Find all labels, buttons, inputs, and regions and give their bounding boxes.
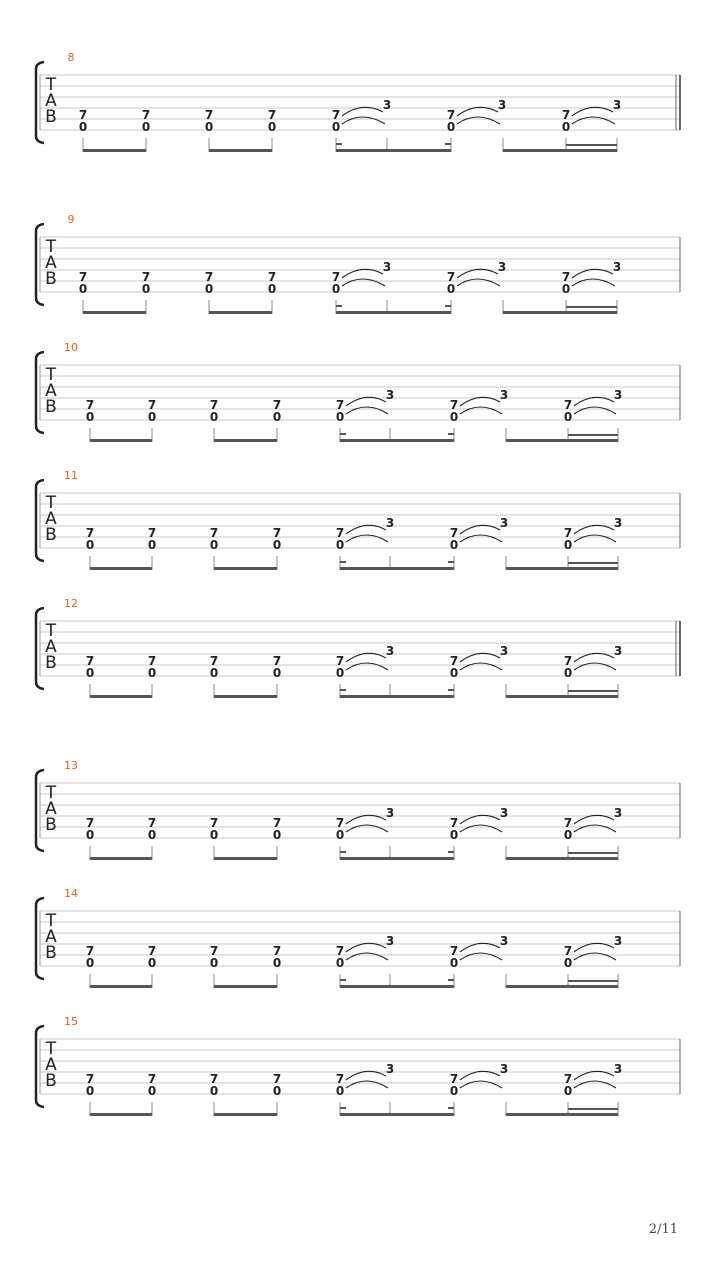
fret-number: 7 [147, 654, 157, 668]
fret-number: 0 [335, 538, 345, 552]
beam [340, 695, 454, 698]
beam-stub [336, 305, 342, 307]
measure-number: 12 [64, 597, 78, 610]
fret-number: 0 [272, 538, 282, 552]
fret-number: 7 [335, 1072, 345, 1086]
fret-number-target: 3 [385, 934, 395, 948]
slur [574, 535, 616, 542]
page-number: 2/11 [648, 1222, 678, 1237]
tab-clef-letter-b: B [45, 525, 57, 545]
slur [342, 107, 383, 116]
slur [574, 663, 616, 670]
beam-stub [336, 143, 342, 145]
slur [460, 825, 502, 832]
measure-number: 8 [67, 51, 75, 64]
tab-system [36, 759, 680, 860]
slur [457, 107, 498, 116]
slur [574, 815, 614, 824]
slur [342, 279, 385, 286]
beam [506, 567, 618, 570]
slur [572, 269, 613, 278]
tab-clef-letter-a: A [45, 927, 57, 947]
fret-number-target: 3 [497, 98, 507, 112]
fret-number: 0 [204, 120, 214, 134]
beam [503, 149, 617, 152]
tab-clef-letter-a: A [45, 253, 57, 273]
tab-clef-letter-t: T [45, 911, 57, 931]
fret-number-target: 3 [385, 644, 395, 658]
beam [340, 439, 454, 442]
fret-number: 0 [209, 666, 219, 680]
fret-number-target: 3 [613, 388, 623, 402]
tab-clef-letter-b: B [45, 943, 57, 963]
fret-number: 7 [147, 1072, 157, 1086]
fret-number-target: 3 [385, 1062, 395, 1076]
tab-clef-letter-a: A [45, 91, 57, 111]
slur [346, 953, 388, 960]
beam-stub [445, 143, 451, 145]
slur [460, 943, 500, 952]
fret-number: 7 [563, 1072, 573, 1086]
beam [214, 567, 277, 570]
fret-number: 7 [78, 108, 88, 122]
beam-secondary [568, 562, 618, 564]
fret-number: 7 [209, 816, 219, 830]
fret-number: 7 [85, 526, 95, 540]
fret-number: 0 [449, 666, 459, 680]
slur [346, 825, 388, 832]
beam-secondary [566, 306, 617, 308]
beam [90, 1113, 152, 1116]
fret-number-target: 3 [385, 388, 395, 402]
beam [214, 857, 277, 860]
fret-number: 7 [563, 526, 573, 540]
fret-number: 0 [561, 282, 571, 296]
beam [90, 695, 152, 698]
beam-stub [340, 433, 346, 435]
fret-number: 0 [85, 666, 95, 680]
beam [336, 149, 451, 152]
beam [214, 1113, 277, 1116]
fret-number-target: 3 [499, 516, 509, 530]
slur [346, 943, 386, 952]
beam [214, 439, 277, 442]
fret-number: 0 [449, 1084, 459, 1098]
tab-clef-letter-a: A [45, 799, 57, 819]
fret-number: 7 [209, 1072, 219, 1086]
fret-number: 7 [331, 270, 341, 284]
fret-number: 0 [335, 828, 345, 842]
tab-clef-letter-a: A [45, 637, 57, 657]
fret-number: 7 [335, 398, 345, 412]
fret-number: 7 [272, 654, 282, 668]
fret-number: 7 [446, 270, 456, 284]
fret-number: 7 [449, 398, 459, 412]
slur [574, 943, 614, 952]
beam-stub [448, 433, 454, 435]
fret-number-target: 3 [499, 388, 509, 402]
fret-number: 0 [204, 282, 214, 296]
fret-number: 0 [141, 120, 151, 134]
fret-number: 7 [85, 398, 95, 412]
slur [574, 407, 616, 414]
slur [460, 1071, 500, 1080]
slur [342, 269, 383, 278]
beam-stub [445, 305, 451, 307]
fret-number: 0 [209, 410, 219, 424]
slur [457, 279, 500, 286]
slur [457, 269, 498, 278]
measure-number: 11 [64, 469, 78, 482]
fret-number: 7 [331, 108, 341, 122]
tab-clef-letter-t: T [45, 493, 57, 513]
fret-number: 7 [335, 816, 345, 830]
fret-number-target: 3 [613, 516, 623, 530]
fret-number: 7 [335, 944, 345, 958]
slur [346, 663, 388, 670]
fret-number: 7 [209, 944, 219, 958]
slur [572, 107, 613, 116]
tab-system [36, 597, 680, 698]
fret-number-target: 3 [612, 98, 622, 112]
tab-clef-letter-b: B [45, 397, 57, 417]
fret-number: 0 [449, 828, 459, 842]
measure-number: 10 [64, 341, 78, 354]
fret-number: 0 [147, 956, 157, 970]
fret-number: 0 [78, 282, 88, 296]
fret-number: 0 [449, 538, 459, 552]
beam-stub [340, 689, 346, 691]
fret-number: 7 [272, 1072, 282, 1086]
measure-number: 14 [64, 887, 78, 900]
beam [209, 311, 272, 314]
beam [506, 985, 618, 988]
fret-number: 7 [267, 270, 277, 284]
fret-number: 0 [85, 828, 95, 842]
fret-number-target: 3 [497, 260, 507, 274]
fret-number: 7 [272, 526, 282, 540]
beam [214, 985, 277, 988]
fret-number: 0 [147, 538, 157, 552]
beam-secondary [568, 1108, 618, 1110]
fret-number: 7 [78, 270, 88, 284]
fret-number: 0 [147, 666, 157, 680]
beam-stub [448, 851, 454, 853]
fret-number: 0 [209, 828, 219, 842]
fret-number: 7 [449, 526, 459, 540]
fret-number: 7 [563, 654, 573, 668]
beam [503, 311, 617, 314]
fret-number: 7 [335, 654, 345, 668]
tab-system [36, 51, 680, 152]
fret-number: 0 [141, 282, 151, 296]
fret-number: 7 [561, 270, 571, 284]
tab-clef-letter-b: B [45, 653, 57, 673]
tab-clef-letter-b: B [45, 269, 57, 289]
fret-number-target: 3 [499, 1062, 509, 1076]
fret-number: 0 [563, 538, 573, 552]
beam [90, 567, 152, 570]
beam-secondary [568, 434, 618, 436]
fret-number: 0 [563, 956, 573, 970]
slur [460, 397, 500, 406]
beam [340, 857, 454, 860]
fret-number: 0 [147, 410, 157, 424]
beam-stub [340, 1107, 346, 1109]
fret-number: 7 [449, 944, 459, 958]
fret-number: 0 [272, 666, 282, 680]
slur [460, 1081, 502, 1088]
beam [209, 149, 272, 152]
beam-stub [340, 561, 346, 563]
fret-number: 0 [85, 410, 95, 424]
fret-number-target: 3 [613, 934, 623, 948]
fret-number: 0 [446, 282, 456, 296]
fret-number-target: 3 [385, 806, 395, 820]
fret-number: 0 [209, 1084, 219, 1098]
fret-number: 7 [335, 526, 345, 540]
slur [346, 525, 386, 534]
beam-secondary [566, 144, 617, 146]
fret-number: 7 [272, 944, 282, 958]
tab-clef-letter-t: T [45, 75, 57, 95]
beam [83, 311, 146, 314]
fret-number: 7 [563, 398, 573, 412]
tab-clef-letter-t: T [45, 365, 57, 385]
fret-number: 7 [147, 398, 157, 412]
beam [506, 857, 618, 860]
slur [346, 407, 388, 414]
fret-number: 0 [272, 410, 282, 424]
fret-number: 0 [331, 120, 341, 134]
slur [342, 117, 385, 124]
fret-number: 7 [85, 944, 95, 958]
slur [460, 663, 502, 670]
beam [90, 857, 152, 860]
measure-number: 13 [64, 759, 78, 772]
tab-clef-letter-a: A [45, 509, 57, 529]
fret-number: 0 [449, 410, 459, 424]
beam [336, 311, 451, 314]
beam [90, 985, 152, 988]
fret-number: 7 [272, 816, 282, 830]
slur [574, 1071, 614, 1080]
slur [574, 1081, 616, 1088]
slur [346, 535, 388, 542]
beam-stub [448, 561, 454, 563]
fret-number: 7 [85, 816, 95, 830]
fret-number-target: 3 [382, 98, 392, 112]
fret-number: 7 [449, 816, 459, 830]
fret-number-target: 3 [382, 260, 392, 274]
fret-number: 7 [209, 398, 219, 412]
fret-number: 0 [335, 666, 345, 680]
beam [214, 695, 277, 698]
beam [83, 149, 146, 152]
slur [460, 535, 502, 542]
fret-number: 0 [563, 666, 573, 680]
tab-system [36, 1015, 680, 1116]
fret-number: 0 [563, 828, 573, 842]
beam [340, 1113, 454, 1116]
slur [346, 653, 386, 662]
tab-clef-letter-b: B [45, 815, 57, 835]
fret-number: 0 [267, 120, 277, 134]
slur [572, 117, 615, 124]
measure-number: 9 [67, 213, 75, 226]
fret-number: 0 [561, 120, 571, 134]
fret-number-target: 3 [613, 1062, 623, 1076]
beam-secondary [568, 980, 618, 982]
slur [574, 953, 616, 960]
beam [506, 1113, 618, 1116]
beam [340, 985, 454, 988]
slur [574, 525, 614, 534]
beam [340, 567, 454, 570]
fret-number: 7 [85, 1072, 95, 1086]
beam-stub [448, 979, 454, 981]
tab-system [36, 213, 680, 314]
fret-number-target: 3 [613, 644, 623, 658]
slur [572, 279, 615, 286]
fret-number: 0 [331, 282, 341, 296]
tab-clef-letter-t: T [45, 783, 57, 803]
fret-number: 0 [272, 956, 282, 970]
slur [460, 525, 500, 534]
fret-number: 7 [267, 108, 277, 122]
tab-clef-letter-t: T [45, 1039, 57, 1059]
fret-number: 0 [78, 120, 88, 134]
fret-number-target: 3 [499, 806, 509, 820]
fret-number: 7 [209, 654, 219, 668]
fret-number: 7 [147, 944, 157, 958]
fret-number: 7 [563, 816, 573, 830]
tab-clef-letter-a: A [45, 1055, 57, 1075]
slur [346, 1071, 386, 1080]
slur [460, 407, 502, 414]
tab-system [36, 887, 680, 988]
fret-number-target: 3 [499, 644, 509, 658]
fret-number: 7 [561, 108, 571, 122]
beam [506, 439, 618, 442]
fret-number: 0 [209, 956, 219, 970]
measure-number: 15 [64, 1015, 78, 1028]
fret-number: 0 [85, 956, 95, 970]
beam-stub [448, 689, 454, 691]
slur [346, 397, 386, 406]
fret-number: 7 [141, 108, 151, 122]
beam [506, 695, 618, 698]
tab-system [36, 341, 680, 442]
fret-number: 7 [204, 108, 214, 122]
tab-clef-letter-t: T [45, 621, 57, 641]
tab-clef-letter-t: T [45, 237, 57, 257]
fret-number: 0 [85, 538, 95, 552]
fret-number: 0 [272, 1084, 282, 1098]
fret-number: 0 [335, 1084, 345, 1098]
fret-number: 7 [563, 944, 573, 958]
tab-clef-letter-b: B [45, 1071, 57, 1091]
slur [574, 397, 614, 406]
fret-number: 7 [141, 270, 151, 284]
beam-stub [448, 1107, 454, 1109]
fret-number: 0 [335, 410, 345, 424]
beam-secondary [568, 690, 618, 692]
slur [460, 815, 500, 824]
slur [457, 117, 500, 124]
beam [90, 439, 152, 442]
fret-number-target: 3 [499, 934, 509, 948]
fret-number: 0 [147, 828, 157, 842]
fret-number: 7 [147, 526, 157, 540]
fret-number: 0 [446, 120, 456, 134]
fret-number: 7 [446, 108, 456, 122]
tab-clef-letter-b: B [45, 107, 57, 127]
slur [574, 653, 614, 662]
fret-number: 0 [272, 828, 282, 842]
slur [574, 825, 616, 832]
fret-number: 0 [563, 1084, 573, 1098]
slur [460, 653, 500, 662]
fret-number: 7 [209, 526, 219, 540]
fret-number: 7 [449, 654, 459, 668]
slur [346, 1081, 388, 1088]
beam-secondary [568, 852, 618, 854]
beam-stub [340, 979, 346, 981]
fret-number-target: 3 [613, 806, 623, 820]
fret-number: 0 [209, 538, 219, 552]
slur [460, 953, 502, 960]
fret-number: 0 [563, 410, 573, 424]
fret-number: 7 [272, 398, 282, 412]
slur [346, 815, 386, 824]
fret-number: 7 [147, 816, 157, 830]
fret-number: 7 [204, 270, 214, 284]
fret-number: 0 [267, 282, 277, 296]
fret-number: 0 [335, 956, 345, 970]
fret-number: 7 [85, 654, 95, 668]
fret-number-target: 3 [612, 260, 622, 274]
tab-system [36, 469, 680, 570]
fret-number: 0 [147, 1084, 157, 1098]
fret-number-target: 3 [385, 516, 395, 530]
tab-clef-letter-a: A [45, 381, 57, 401]
fret-number: 0 [85, 1084, 95, 1098]
fret-number: 0 [449, 956, 459, 970]
fret-number: 7 [449, 1072, 459, 1086]
beam-stub [340, 851, 346, 853]
